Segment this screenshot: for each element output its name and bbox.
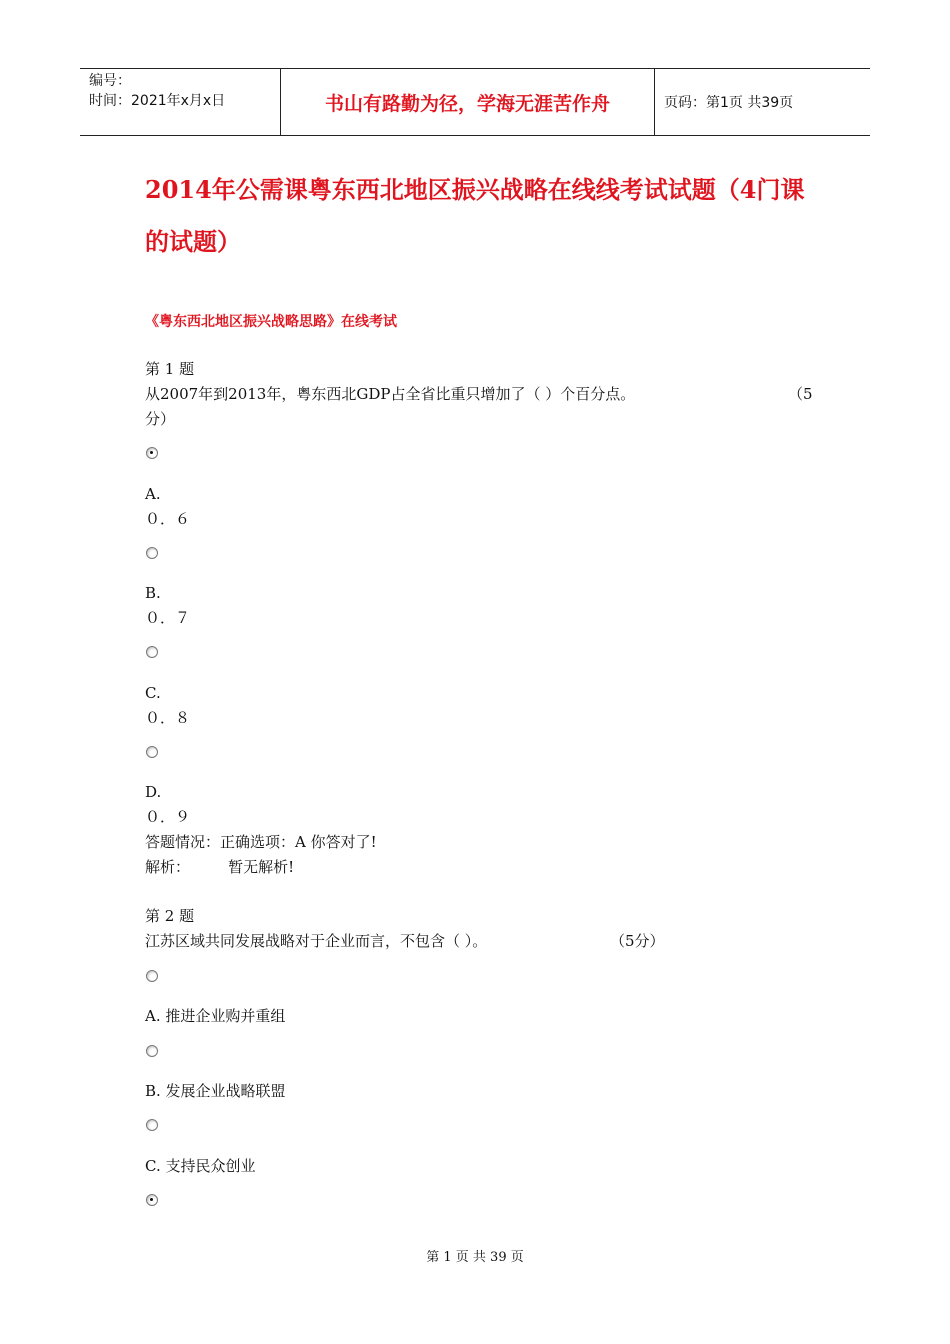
page-footer: 第 1 页 共 39 页 bbox=[426, 1250, 524, 1265]
q2-option-a-label: A. 推进企业购并重组 bbox=[145, 1007, 286, 1025]
q2-option-b-radio[interactable] bbox=[146, 1045, 158, 1057]
q2-option-a-radio[interactable] bbox=[146, 970, 158, 982]
option-c-label: C. bbox=[145, 684, 161, 702]
q2-option-c-radio[interactable] bbox=[146, 1119, 158, 1131]
question-1-text: 从2007年到2013年，粤东西北GDP占全省比重只增加了（ ）个百分点。 bbox=[145, 385, 636, 403]
question-1-number: 第 1 题 bbox=[145, 360, 195, 378]
question-1-score-unit: 分） bbox=[145, 410, 176, 428]
option-b-radio[interactable] bbox=[146, 547, 158, 559]
question-1-score: （5 bbox=[788, 385, 813, 403]
option-d-radio[interactable] bbox=[146, 746, 158, 758]
exam-subtitle: 《粤东西北地区振兴战略思路》在线考试 bbox=[145, 314, 397, 330]
option-a-radio[interactable] bbox=[146, 447, 158, 459]
question-1-analysis: 解析： 暂无解析! bbox=[145, 858, 295, 876]
option-c-value: ０．８ bbox=[145, 709, 191, 727]
option-a-label: A. bbox=[145, 485, 161, 503]
option-a-value: ０．６ bbox=[145, 510, 191, 528]
header-page-info: 页码：第1页 共39页 bbox=[664, 95, 794, 111]
option-b-label: B. bbox=[145, 584, 161, 602]
time-label: 时间：2021年x月x日 bbox=[89, 93, 226, 109]
q2-option-c-label: C. 支持民众创业 bbox=[145, 1157, 256, 1175]
header-meta bbox=[80, 69, 281, 135]
option-d-value: ０．９ bbox=[145, 808, 191, 826]
question-2-number: 第 2 题 bbox=[145, 907, 195, 925]
question-2-score: （5分） bbox=[610, 932, 665, 950]
q2-option-d-radio[interactable] bbox=[146, 1194, 158, 1206]
option-b-value: ０．７ bbox=[145, 609, 191, 627]
number-label: 编号： bbox=[89, 73, 131, 89]
header-motto: 书山有路勤为径，学海无涯苦作舟 bbox=[281, 69, 655, 135]
document-title: 2014年公需课粤东西北地区振兴战略在线线考试试题（4门课的试题） bbox=[145, 175, 805, 256]
option-d-label: D. bbox=[145, 783, 162, 801]
header-table bbox=[80, 68, 870, 136]
q2-option-b-label: B. 发展企业战略联盟 bbox=[145, 1082, 286, 1100]
option-c-radio[interactable] bbox=[146, 646, 158, 658]
question-2-text: 江苏区域共同发展战略对于企业而言，不包含（ ）。 bbox=[145, 932, 488, 950]
question-1-answer: 答题情况：正确选项：A 你答对了! bbox=[145, 833, 377, 851]
